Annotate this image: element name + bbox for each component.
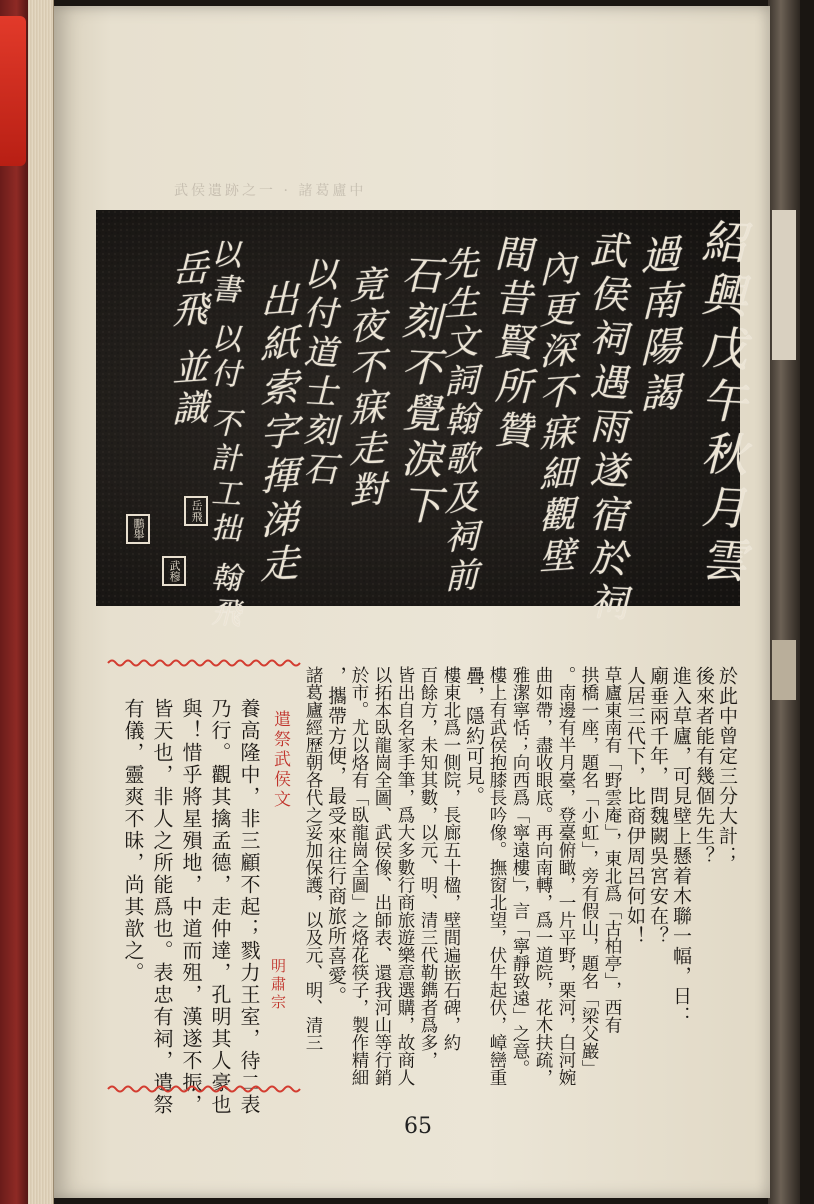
wavy-border-top	[108, 658, 304, 668]
text-column: 百餘方，未知其數，以元、明、清三代勒鐫者爲多，	[418, 666, 438, 1069]
text-column: 曲如帶，盡收眼底。再向南轉，爲一道院，花木扶疏，	[533, 666, 553, 1086]
text-column: 諸葛廬經歷朝各代之妥加保護，以及元、明、清三	[303, 666, 323, 1051]
text-column: 疊，隱約可見。	[463, 666, 485, 806]
text-column: 進入草廬，可見壁上懸着木聯一幅，日：	[670, 666, 692, 1026]
book-cover-edge	[0, 0, 30, 1204]
text-column: 以拓本臥龍崗全圖、武侯像、出師表、還我河山等行銷	[372, 666, 392, 1086]
rubbing-column: 先生文詞翰歌及祠前	[438, 244, 478, 599]
rubbing-column: 竟夜不寐走對	[344, 264, 385, 514]
book-page	[54, 6, 770, 1198]
calligraphy-rubbing	[96, 210, 748, 633]
seal-stamp: 岳飛	[184, 496, 208, 526]
text-column: 草廬東南有「野雲庵」，東北爲「古柏亭」，西有	[602, 666, 622, 1034]
text-column: 皆出自名家手筆，爲大多數行商旅遊樂意選購，故商人	[395, 666, 415, 1086]
poem-title: 遣祭武侯文	[270, 710, 290, 810]
rubbing-column: 以付道士刻石	[297, 254, 337, 492]
poem-line: 與！惜乎將星殞地，中道而殂，漢遂不振，	[179, 698, 203, 1116]
red-bookmark-tab	[0, 16, 26, 166]
poem-box	[108, 658, 304, 1116]
rubbing-column: 過南陽謁	[634, 232, 680, 420]
rubbing-column: 岳飛 並識	[167, 248, 208, 432]
seal-stamp: 武穆	[162, 556, 186, 586]
text-column: ，攜帶方便，最受來往行商旅所喜愛。	[325, 666, 347, 1006]
text-column: 於此中曾定三分大計；	[716, 666, 738, 866]
rubbing-column: 紹興戊午秋月雲	[694, 216, 748, 591]
text-column: 樓上有武侯抱膝長吟像。撫窗北望，伏牛起伏，嶂巒重	[487, 666, 507, 1086]
rubbing-column: 以書 以付 不計工拙 翰飛	[205, 237, 240, 633]
poem-line: 養高隆中，非三顧不起；戮力王室，待二表	[237, 698, 261, 1116]
seal-stamp: 鵬舉	[126, 514, 150, 544]
text-column: 。南邊有半月臺，登臺俯瞰，一片平野，栗河，白河婉	[556, 666, 576, 1086]
rubbing-column: 出紙索字揮涕走	[254, 278, 298, 590]
text-column: 廟垂兩千年，問魏闕吳宮安在？	[647, 666, 669, 946]
text-column: 拱橋一座，題名「小虹」，旁有假山，題名「梁父巖」	[579, 666, 599, 1078]
rubbing-column: 武侯祠遇雨遂宿於祠	[583, 228, 627, 628]
text-column: 後來者能有幾個先生？	[693, 666, 715, 866]
poem-line: 皆天也，非人之所能爲也。表忠有祠，遣祭	[150, 698, 174, 1116]
page-number: 65	[404, 1114, 432, 1139]
rubbing-column: 石刻不覺淚下	[395, 252, 441, 532]
text-column: 樓東北爲一側院，長廊五十楹，壁間遍嵌石碑，約	[441, 666, 461, 1051]
poem-line: 有儀，靈爽不昧，尚其歆之。	[121, 698, 145, 984]
text-column: 雅潔寧恬；向西爲「寧遠樓」，言「寧靜致遠」之意。	[510, 666, 530, 1078]
main-body-text	[300, 666, 740, 1096]
poem-author: 明肅宗	[269, 958, 287, 1012]
poem-line: 乃行。觀其擒孟德，走仲達，孔明其人豪也	[208, 698, 232, 1116]
rubbing-column: 內更深不寐細觀壁	[534, 248, 575, 580]
rubbing-column: 間昔賢所贊	[488, 232, 532, 456]
text-column: 人居三代下，比商伊周呂何如！	[624, 666, 646, 946]
wavy-border-bottom	[108, 1084, 304, 1094]
text-column: 於市。尤以烙有「臥龍崗全圖」之烙花筷子，製作精細	[349, 666, 369, 1086]
bleed-through-text: 武侯遺跡之一 · 諸葛廬中	[174, 183, 367, 199]
page-edges	[28, 0, 54, 1204]
